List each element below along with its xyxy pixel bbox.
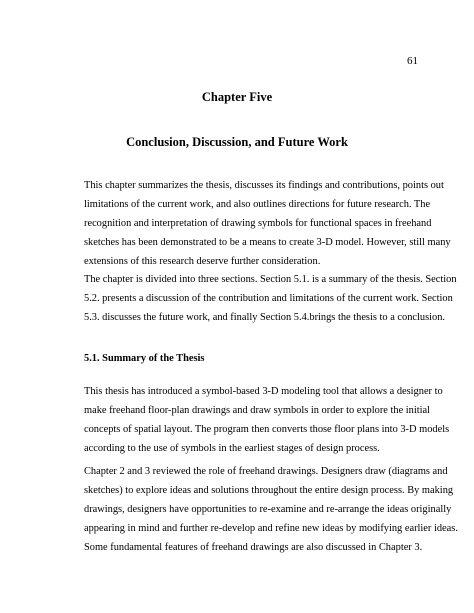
- chapter-label: Chapter Five: [201, 90, 273, 104]
- text-line: sketches has been demonstrated to be a means to create 3-D model. However, still many: [84, 237, 451, 248]
- text-line: extensions of this research deserve further consideration.: [84, 256, 321, 267]
- text-line: appearing in mind and further re-develop and refine new ideas by modifying earlier ideas.: [84, 523, 458, 534]
- text-line: sketches) to explore ideas and solutions throughout the entire design process. By making: [84, 485, 454, 496]
- text-line: make freehand floor-plan drawings and draw symbols in order to explore the initial: [84, 405, 431, 416]
- text-line: This chapter summarizes the thesis, discusses its findings and contributions, points out: [84, 180, 444, 191]
- text-line: according to the use of symbols in the earliest stages of design process.: [84, 443, 380, 454]
- text-line: recognition and interpretation of drawing symbols for functional spaces in freehand: [84, 218, 432, 229]
- text-line: 5.2. presents a discussion of the contribution and limitations of the current work. Section: [84, 293, 453, 304]
- text-line: Chapter 2 and 3 reviewed the role of freehand drawings. Designers draw (diagrams and: [84, 466, 448, 477]
- summary-paragraph-1: [84, 382, 450, 458]
- page-number: 61: [407, 55, 418, 67]
- text-line: The chapter is divided into three sections. Section 5.1. is a summary of the thesis. Section: [84, 274, 457, 285]
- text-line: Some fundamental features of freehand drawings are also discussed in Chapter 3.: [84, 542, 423, 553]
- summary-paragraph-2: [84, 462, 458, 557]
- text-line: limitations of the current work, and also outlines directions for future research. The: [84, 199, 431, 210]
- intro-paragraph: [84, 176, 451, 271]
- chapter-title: Conclusion, Discussion, and Future Work: [126, 135, 348, 149]
- section-heading-summary: 5.1. Summary of the Thesis: [84, 353, 205, 364]
- text-line: This thesis has introduced a symbol-based 3-D modeling tool that allows a designer to: [84, 386, 443, 397]
- sections-overview-paragraph: [84, 270, 457, 327]
- text-line: drawings, designers have opportunities to re-examine and re-arrange the ideas originally: [84, 504, 452, 515]
- text-line: 5.3. discusses the future work, and finally Section 5.4.brings the thesis to a conclusion.: [84, 312, 446, 323]
- text-line: concepts of spatial layout. The program then converts those floor plans into 3-D models: [84, 424, 450, 435]
